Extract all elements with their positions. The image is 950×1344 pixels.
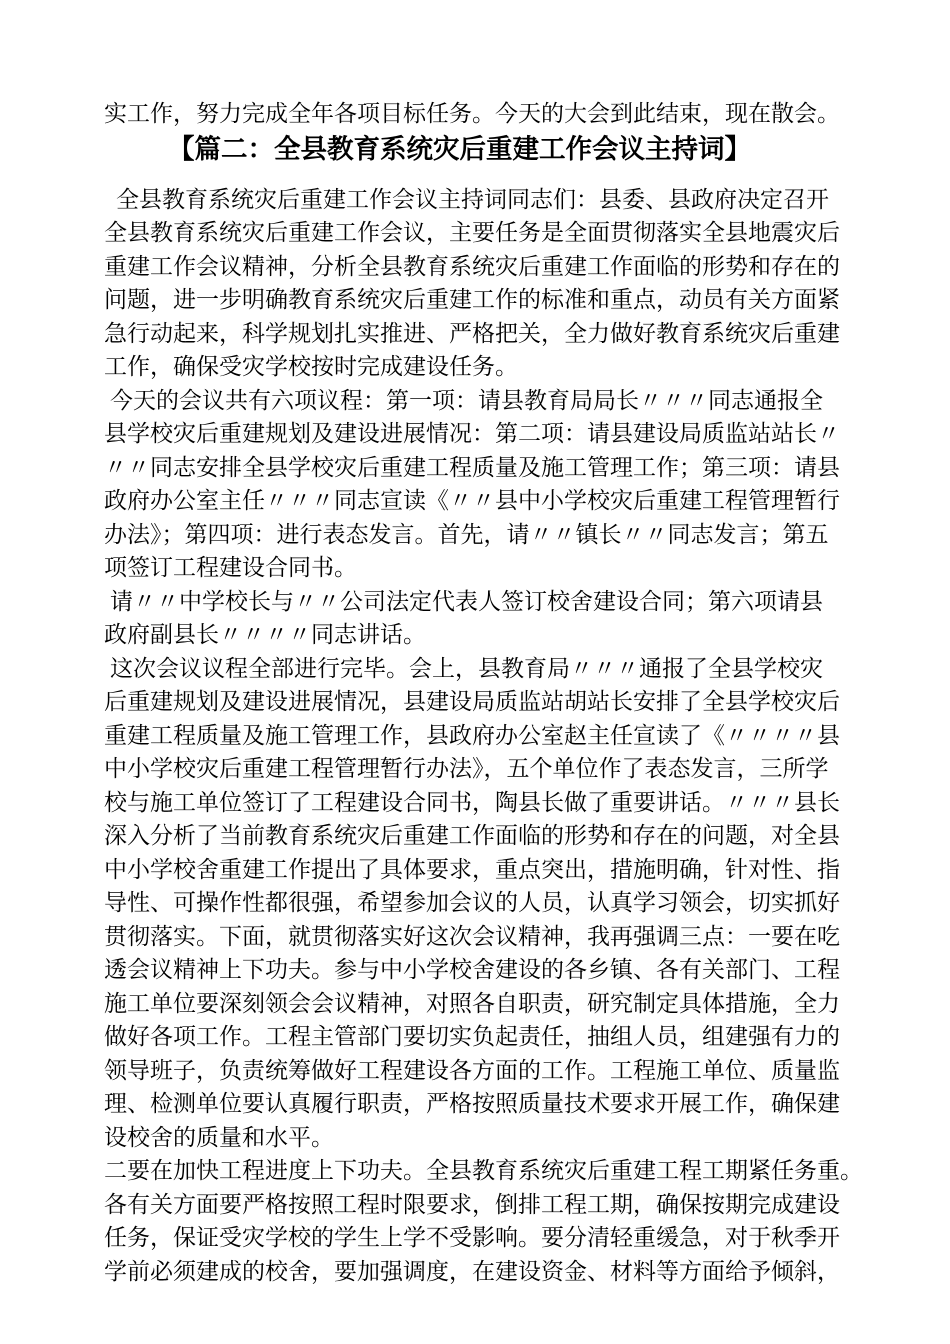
paragraph [104,385,864,586]
paragraph-line: 深入分析了当前教育系统灾后重建工作面临的形势和存在的问题，对全县 [104,823,840,849]
paragraph-line: 后重建规划及建设进展情况，县建设局质监站胡站长安排了全县学校灾后 [104,689,840,715]
paragraph-line: 急行动起来，科学规划扎实推进、严格把关，全力做好教育系统灾后重建 [104,320,840,347]
paragraph-line: 施工单位要深刻领会会议精神，对照各自职责，研究制定具体措施，全力 [104,990,840,1017]
paragraph-line: 校与施工单位签订了工程建设合同书，陶县长做了重要讲话。〃〃〃县长 [104,789,840,816]
paragraph-line: 项签订工程建设合同书。 [104,555,357,581]
paragraph-line: 中小学校舍重建工作提出了具体要求，重点突出，措施明确，针对性、指 [104,856,840,883]
paragraph-line: 县学校灾后重建规划及建设进展情况：第二项：请县建设局质监站站长〃 [104,421,840,447]
paragraph-line: 问题，进一步明确教育系统灾后重建工作的标准和重点，动员有关方面紧 [104,287,840,313]
paragraph-line: 透会议精神上下功夫。参与中小学校舍建设的各乡镇、各有关部门、工程 [104,957,840,983]
paragraph-line: 学前必须建成的校舍，要加强调度，在建设资金、材料等方面给予倾斜， [104,1258,840,1285]
intro-line: 实工作，努力完成全年各项目标任务。今天的大会到此结束，现在散会。 [104,101,840,127]
paragraph-line: 今天的会议共有六项议程：第一项：请县教育局局长〃〃〃同志通报全 [110,387,823,414]
paragraph-line: 重建工作会议精神，分析全县教育系统灾后重建工作面临的形势和存在的 [104,253,840,280]
paragraph-line: 请〃〃中学校长与〃〃公司法定代表人签订校舍建设合同；第六项请县 [110,588,823,615]
paragraph-line: 导性、可操作性都很强，希望参加会议的人员，认真学习领会，切实抓好 [104,890,840,916]
paragraph-line: 做好各项工作。工程主管部门要切实负起责任，抽组人员，组建强有力的 [104,1024,840,1050]
paragraph-line: 全县教育系统灾后重建工作会议主持词同志们：县委、县政府决定召开 [116,186,829,213]
paragraph-line: 〃〃同志安排全县学校灾后重建工程质量及施工管理工作；第三项：请县 [104,454,840,481]
paragraph-line: 这次会议议程全部进行完毕。会上，县教育局〃〃〃通报了全县学校灾 [110,655,823,682]
paragraph [104,184,864,385]
paragraph-line: 工作，确保受灾学校按时完成建设任务。 [104,354,518,380]
paragraph-line: 领导班子，负责统筹做好工程建设各方面的工作。工程施工单位、质量监 [104,1057,840,1084]
paragraph [104,653,864,1156]
section-title: 【篇二：全县教育系统灾后重建工作会议主持词】 [168,133,751,165]
paragraph [104,1155,864,1289]
paragraph-line: 任务，保证受灾学校的学生上学不受影响。要分清轻重缓急，对于秋季开 [104,1225,840,1251]
paragraph-line: 中小学校灾后重建工程管理暂行办法》，五个单位作了表态发言，三所学 [104,756,829,782]
paragraph-line: 办法》；第四项：进行表态发言。首先，请〃〃镇长〃〃同志发言；第五 [104,521,829,548]
paragraph-line: 二要在加快工程进度上下功夫。全县教育系统灾后重建工程工期紧任务重。 [104,1158,863,1184]
paragraph-line: 重建工程质量及施工管理工作，县政府办公室赵主任宣读了《〃〃〃〃县 [104,722,840,749]
paragraph-line: 政府副县长〃〃〃〃同志讲话。 [104,622,426,648]
paragraph [104,586,864,653]
paragraph-line: 设校舍的质量和水平。 [104,1124,334,1151]
paragraph-line: 各有关方面要严格按照工程时限要求，倒排工程工期，确保按期完成建设 [104,1191,840,1218]
paragraph-line: 全县教育系统灾后重建工作会议，主要任务是全面贯彻落实全县地震灾后 [104,220,840,246]
paragraph-line: 政府办公室主任〃〃〃同志宣读《〃〃县中小学校灾后重建工程管理暂行 [104,488,840,514]
paragraph-line: 理、检测单位要认真履行职责，严格按照质量技术要求开展工作，确保建 [104,1091,840,1117]
document-body [104,184,864,1290]
paragraph-line: 贯彻落实。下面，就贯彻落实好这次会议精神，我再强调三点：一要在吃 [104,923,840,950]
document-page [104,98,864,1289]
